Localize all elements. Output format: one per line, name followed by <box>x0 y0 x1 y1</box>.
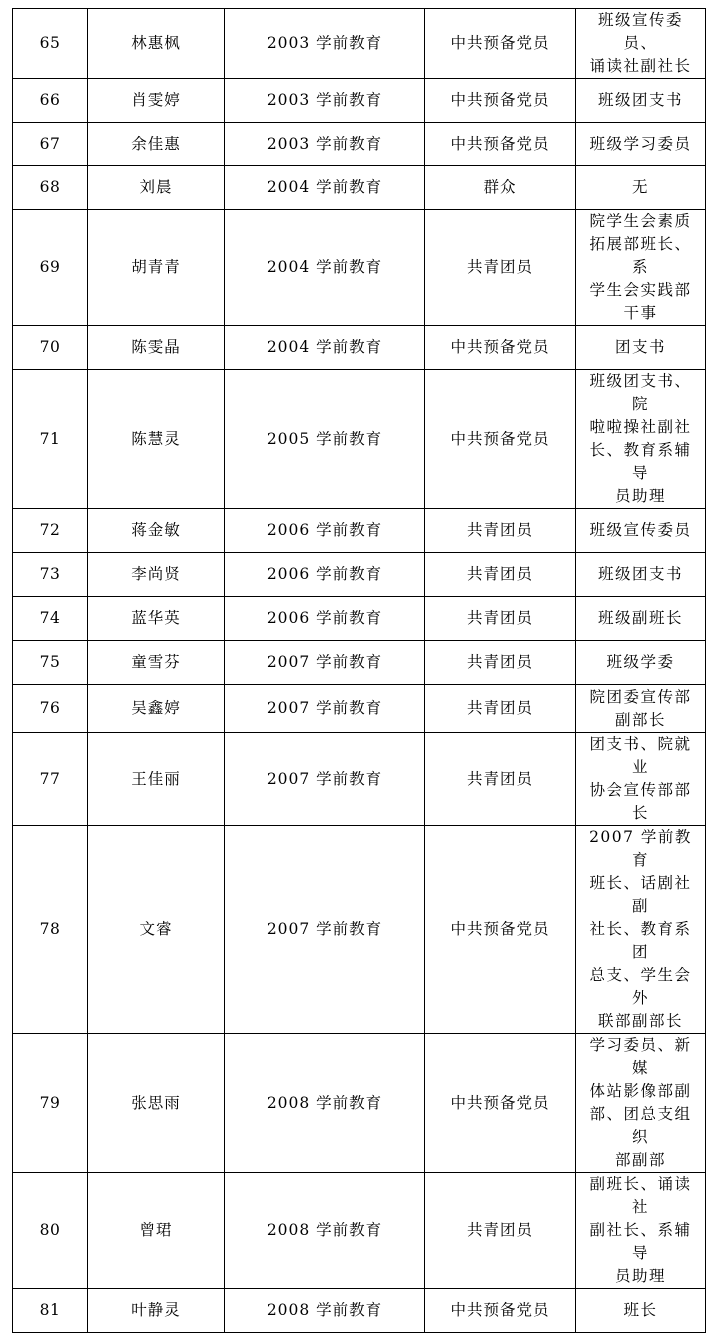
student-name-cell: 曾珺 <box>88 1173 225 1289</box>
student-name-cell: 吴鑫婷 <box>88 685 225 733</box>
row-number-cell: 68 <box>13 166 88 210</box>
position-cell: 团支书、院就业 协会宣传部部 长 <box>576 733 706 826</box>
table-row <box>13 509 706 553</box>
political-status-cell: 共青团员 <box>425 553 576 597</box>
class-cell: 2004 学前教育 <box>225 210 425 326</box>
student-name-cell: 蒋金敏 <box>88 509 225 553</box>
row-number-cell: 71 <box>13 370 88 509</box>
political-status-cell: 中共预备党员 <box>425 826 576 1034</box>
class-cell: 2008 学前教育 <box>225 1034 425 1173</box>
row-number-cell: 81 <box>13 1289 88 1333</box>
table-row <box>13 826 706 1034</box>
position-cell: 学习委员、新媒 体站影像部副 部、团总支组织 部副部 <box>576 1034 706 1173</box>
political-status-cell: 共青团员 <box>425 641 576 685</box>
position-cell: 班级团支书 <box>576 79 706 123</box>
position-cell: 班级团支书、院 啦啦操社副社 长、教育系辅导 员助理 <box>576 370 706 509</box>
row-number-cell: 67 <box>13 123 88 166</box>
political-status-cell: 中共预备党员 <box>425 79 576 123</box>
position-cell: 2007 学前教育 班长、话剧社副 社长、教育系团 总支、学生会外 联部副部长 <box>576 826 706 1034</box>
table-row <box>13 370 706 509</box>
row-number-cell: 70 <box>13 326 88 370</box>
position-cell: 副班长、诵读社 副社长、系辅导 员助理 <box>576 1173 706 1289</box>
political-status-cell: 中共预备党员 <box>425 1289 576 1333</box>
position-cell: 无 <box>576 166 706 210</box>
political-status-cell: 共青团员 <box>425 509 576 553</box>
political-status-cell: 共青团员 <box>425 733 576 826</box>
political-status-cell: 群众 <box>425 166 576 210</box>
class-cell: 2003 学前教育 <box>225 123 425 166</box>
class-cell: 2006 学前教育 <box>225 553 425 597</box>
student-name-cell: 张思雨 <box>88 1034 225 1173</box>
table-row <box>13 123 706 166</box>
row-number-cell: 74 <box>13 597 88 641</box>
table-body <box>13 9 706 1333</box>
class-cell: 2007 学前教育 <box>225 685 425 733</box>
student-table <box>12 8 706 1333</box>
row-number-cell: 79 <box>13 1034 88 1173</box>
political-status-cell: 中共预备党员 <box>425 326 576 370</box>
table-row <box>13 1289 706 1333</box>
row-number-cell: 69 <box>13 210 88 326</box>
student-name-cell: 余佳惠 <box>88 123 225 166</box>
table-row <box>13 79 706 123</box>
table-row <box>13 685 706 733</box>
position-cell: 院学生会素质 拓展部班长、系 学生会实践部 干事 <box>576 210 706 326</box>
row-number-cell: 80 <box>13 1173 88 1289</box>
row-number-cell: 66 <box>13 79 88 123</box>
student-name-cell: 陈慧灵 <box>88 370 225 509</box>
class-cell: 2004 学前教育 <box>225 166 425 210</box>
student-name-cell: 林惠枫 <box>88 9 225 79</box>
political-status-cell: 中共预备党员 <box>425 1034 576 1173</box>
table-row <box>13 1034 706 1173</box>
political-status-cell: 中共预备党员 <box>425 9 576 79</box>
table-row <box>13 733 706 826</box>
position-cell: 院团委宣传部 副部长 <box>576 685 706 733</box>
table-row <box>13 641 706 685</box>
row-number-cell: 76 <box>13 685 88 733</box>
position-cell: 班级团支书 <box>576 553 706 597</box>
position-cell: 班级宣传委员 <box>576 509 706 553</box>
political-status-cell: 共青团员 <box>425 210 576 326</box>
political-status-cell: 共青团员 <box>425 1173 576 1289</box>
row-number-cell: 78 <box>13 826 88 1034</box>
position-cell: 班级学习委员 <box>576 123 706 166</box>
class-cell: 2004 学前教育 <box>225 326 425 370</box>
table-row <box>13 553 706 597</box>
political-status-cell: 共青团员 <box>425 685 576 733</box>
class-cell: 2003 学前教育 <box>225 9 425 79</box>
student-name-cell: 李尚贤 <box>88 553 225 597</box>
position-cell: 团支书 <box>576 326 706 370</box>
table-row <box>13 210 706 326</box>
class-cell: 2006 学前教育 <box>225 597 425 641</box>
position-cell: 班级宣传委员、 诵读社副社长 <box>576 9 706 79</box>
row-number-cell: 75 <box>13 641 88 685</box>
student-name-cell: 文睿 <box>88 826 225 1034</box>
student-name-cell: 胡青青 <box>88 210 225 326</box>
student-name-cell: 叶静灵 <box>88 1289 225 1333</box>
row-number-cell: 73 <box>13 553 88 597</box>
political-status-cell: 共青团员 <box>425 597 576 641</box>
student-name-cell: 童雪芬 <box>88 641 225 685</box>
student-name-cell: 刘晨 <box>88 166 225 210</box>
class-cell: 2005 学前教育 <box>225 370 425 509</box>
table-row <box>13 166 706 210</box>
table-row <box>13 326 706 370</box>
class-cell: 2008 学前教育 <box>225 1173 425 1289</box>
position-cell: 班级副班长 <box>576 597 706 641</box>
student-name-cell: 陈雯晶 <box>88 326 225 370</box>
class-cell: 2003 学前教育 <box>225 79 425 123</box>
table-row <box>13 1173 706 1289</box>
student-name-cell: 蓝华英 <box>88 597 225 641</box>
class-cell: 2007 学前教育 <box>225 826 425 1034</box>
class-cell: 2008 学前教育 <box>225 1289 425 1333</box>
table-row <box>13 9 706 79</box>
row-number-cell: 72 <box>13 509 88 553</box>
class-cell: 2007 学前教育 <box>225 733 425 826</box>
row-number-cell: 77 <box>13 733 88 826</box>
student-name-cell: 肖雯婷 <box>88 79 225 123</box>
row-number-cell: 65 <box>13 9 88 79</box>
position-cell: 班长 <box>576 1289 706 1333</box>
political-status-cell: 中共预备党员 <box>425 370 576 509</box>
political-status-cell: 中共预备党员 <box>425 123 576 166</box>
student-name-cell: 王佳丽 <box>88 733 225 826</box>
class-cell: 2006 学前教育 <box>225 509 425 553</box>
position-cell: 班级学委 <box>576 641 706 685</box>
class-cell: 2007 学前教育 <box>225 641 425 685</box>
table-row <box>13 597 706 641</box>
